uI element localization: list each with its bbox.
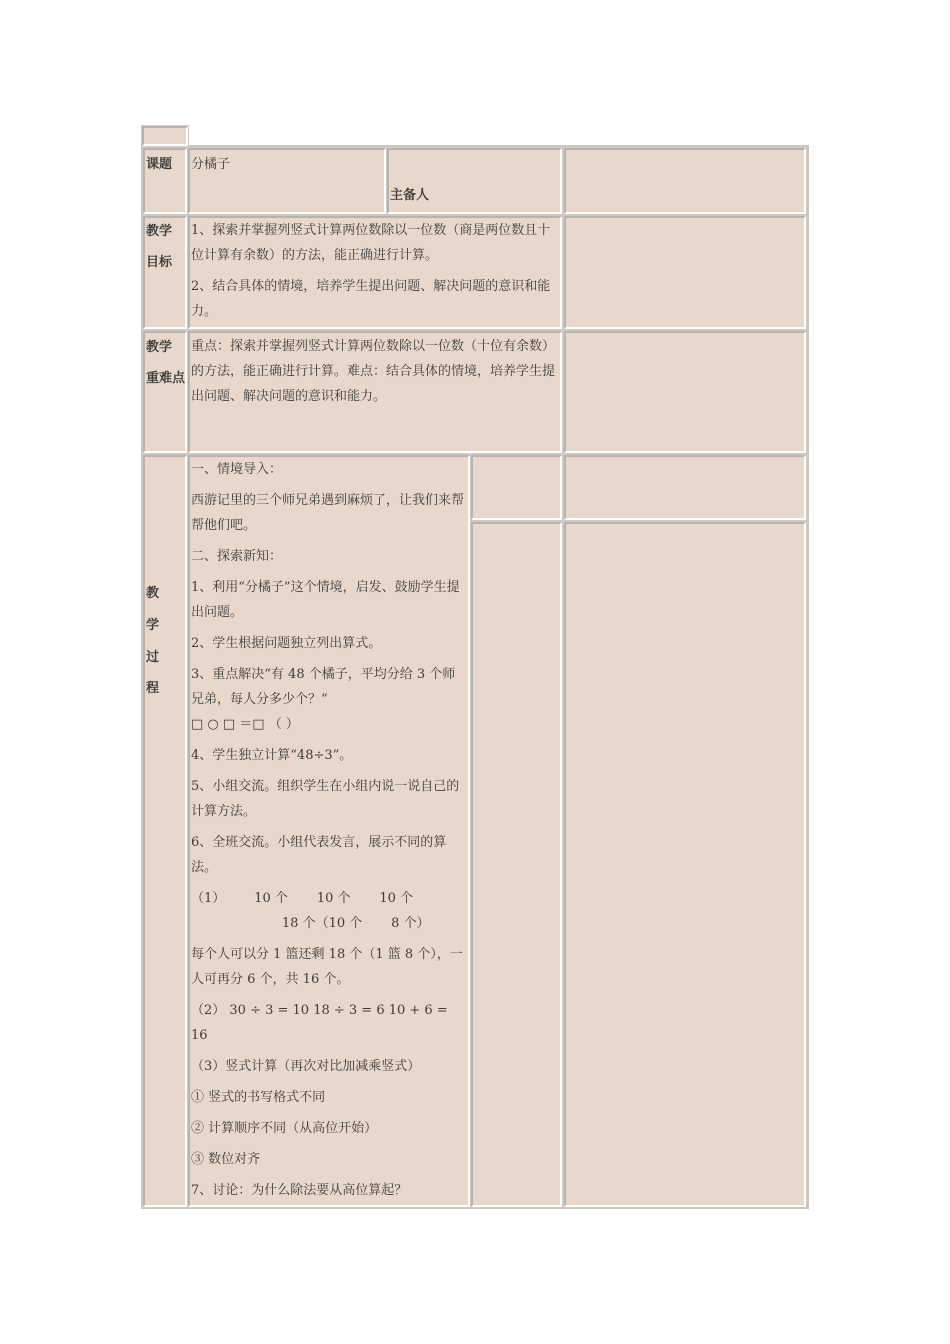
row3-label-line1: 教学 <box>146 340 173 355</box>
row3-content-cell <box>188 331 562 453</box>
process-line: （3）竖式计算（再次对比加减乘竖式） <box>191 1059 421 1074</box>
row3-notes-cell <box>564 331 806 453</box>
row3-label-line2: 重难点 <box>146 371 186 386</box>
row4-label-char-2: 学 <box>146 618 160 633</box>
row2-notes-cell <box>564 216 806 329</box>
process-line: □ ○ □ ＝□ （ ） <box>191 717 299 732</box>
process-line: 7、讨论：为什么除法要从高位算起？ <box>191 1183 408 1198</box>
header-tab <box>142 126 188 146</box>
row4-mid-top-cell <box>471 455 562 520</box>
row2-label-line1: 教学 <box>146 224 173 239</box>
process-line: 5、小组交流。组织学生在小组内说一说自己的计算方法。 <box>191 779 460 819</box>
process-line: ③ 数位对齐 <box>191 1152 261 1167</box>
row4-label-cell <box>143 455 187 1207</box>
row3-label-cell <box>143 331 187 453</box>
process-line: 6、全班交流。小组代表发言，展示不同的算法。 <box>191 835 447 875</box>
row1-label: 课题 <box>146 157 173 172</box>
process-line: 3、重点解决“有 48 个橘子，平均分给 3 个师兄弟，每人分多少个？” <box>191 667 456 707</box>
process-line: 4、学生独立计算“48÷3”。 <box>191 748 353 763</box>
process-line: （2） 30 ÷ 3 = 10 18 ÷ 3 = 6 10 + 6 = 16 <box>191 1003 448 1043</box>
objective-1: 1、探索并掌握列竖式计算两位数除以一位数（商是两位数且十位计算有余数）的方法，能正确进行计算。 <box>191 223 551 263</box>
row4-process-cell <box>188 455 470 1207</box>
row1-preparer-cell <box>387 148 562 214</box>
process-line: 二、探索新知： <box>191 549 283 564</box>
row2-label-line2: 目标 <box>146 255 173 270</box>
row4-right-top-cell <box>564 455 806 520</box>
process-line: （1） 10 个 10 个 10 个 <box>191 891 414 906</box>
process-line: 西游记里的三个师兄弟遇到麻烦了，让我们来帮帮他们吧。 <box>191 493 465 533</box>
key-difficult-points: 重点：探索并掌握列竖式计算两位数除以一位数（十位有余数）的方法，能正确进行计算。难点：结合具体的情境，培养学生提出问题、解决问题的意识和能力。 <box>191 339 556 404</box>
process-line: 18 个（10 个 8 个） <box>191 916 430 931</box>
process-line: 一、情境导入： <box>191 462 283 477</box>
row2-label-cell <box>143 216 187 329</box>
row4-right-bottom-cell <box>564 522 806 1207</box>
process-line: 1、利用“分橘子”这个情境，启发、鼓励学生提出问题。 <box>191 580 460 620</box>
preparer-label: 主备人 <box>390 188 430 203</box>
row1-title-cell <box>188 148 386 214</box>
process-line: ① 竖式的书写格式不同 <box>191 1090 326 1105</box>
process-line: ② 计算顺序不同（从高位开始） <box>191 1121 378 1136</box>
row4-label-char-1: 教 <box>146 586 160 601</box>
row4-label-char-3: 过 <box>146 650 160 665</box>
row2-content-cell <box>188 216 562 329</box>
row4-mid-bottom-cell <box>471 522 562 1207</box>
process-line: 每个人可以分 1 篮还剩 18 个（1 篮 8 个），一人可再分 6 个，共 16 个。 <box>191 947 463 987</box>
process-line: 2、学生根据问题独立列出算式。 <box>191 636 382 651</box>
row1-label-cell <box>143 148 187 214</box>
lesson-title: 分橘子 <box>191 157 231 172</box>
row4-label-char-4: 程 <box>146 681 160 696</box>
objective-2: 2、结合具体的情境，培养学生提出问题、解决问题的意识和能力。 <box>191 279 551 319</box>
row1-preparer-value-cell <box>564 148 806 214</box>
